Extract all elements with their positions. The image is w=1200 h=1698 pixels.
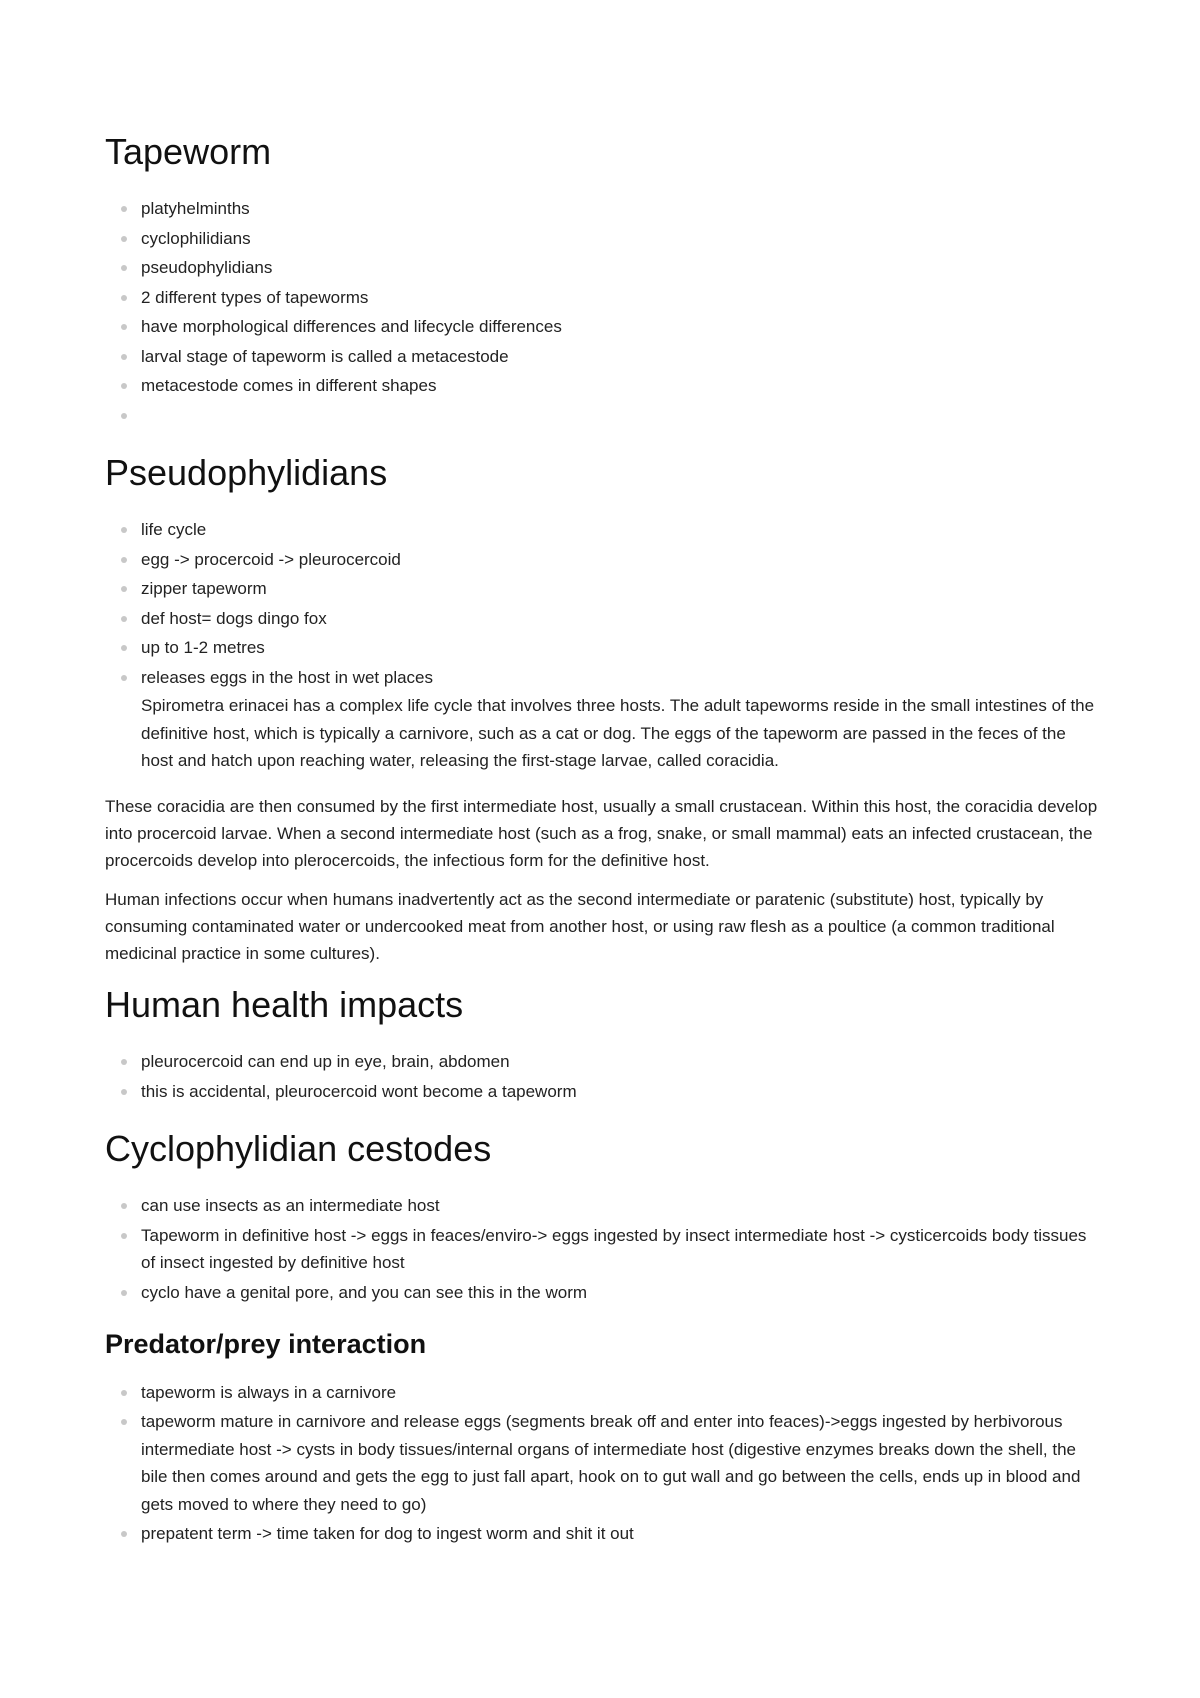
list-item: tapeworm is always in a carnivore [141,1379,1100,1407]
list-item-paragraph: Spirometra erinacei has a complex life cycle that involves three hosts. The adult tapeworms reside in the small intestines of the definitive host, which is typically a carnivore, such as a cat or dog. The eggs of the tapeworm are passed in the feces of the host and hatch upon reaching water, releasing the first-stage larvae, called coracidia. [141,696,1095,771]
section-cyclophylidian [105,1127,1100,1306]
cyclophylidian-list [105,1192,1100,1306]
heading-pseudophylidians: Pseudophylidians [105,452,388,494]
list-item: cyclo have a genital pore, and you can see this in the worm [141,1279,1100,1307]
pseudophylidians-list [105,516,1100,775]
paragraph: Human infections occur when humans inadvertently act as the second intermediate or paratenic (substitute) host, typically by consuming contaminated water or undercooked meat from another host, or using raw flesh as a poultice (a common traditional medicinal practice in some cultures). [105,889,1055,963]
list-item: metacestode comes in different shapes [141,372,1100,400]
list-item: pleurocercoid can end up in eye, brain, abdomen [141,1048,1100,1076]
list-item: def host= dogs dingo fox [141,605,1100,633]
list-item: larval stage of tapeworm is called a metacestode [141,343,1100,371]
paragraph: These coracidia are then consumed by the first intermediate host, usually a small crustacean. Within this host, the coracidia develop into procercoid larvae. When a second intermediate host (such as a frog, snake, or small mammal) eats an infected crustacean, the procercoids develop into plerocercoids, the infectious form for the definitive host. [105,796,1098,870]
list-item: life cycle [141,516,1100,544]
heading-tapeworm: Tapeworm [105,131,272,172]
list-item [141,664,1100,775]
list-item: can use insects as an intermediate host [141,1192,1100,1220]
list-item: 2 different types of tapeworms [141,284,1100,312]
human-health-list [105,1048,1100,1105]
list-item: this is accidental, pleurocercoid wont become a tapeworm [141,1078,1100,1106]
section-pseudophylidians [105,451,1100,967]
list-item: zipper tapeworm [141,575,1100,603]
list-item: have morphological differences and lifecycle differences [141,313,1100,341]
list-item: platyhelminths [141,195,1100,223]
section-tapeworm [105,130,1100,429]
list-item: up to 1-2 metres [141,634,1100,662]
list-item-text: releases eggs in the host in wet places [141,667,434,687]
heading-predator-prey: Predator/prey interaction [105,1329,427,1360]
predator-prey-list [105,1379,1100,1548]
heading-cyclophylidian: Cyclophylidian cestodes [105,1128,492,1170]
list-item: tapeworm mature in carnivore and release eggs (segments break off and enter into feaces)->eggs ingested by herbivorous intermediate host -> cysts in body tissues/internal organs of intermediate host (digestive enzymes breaks down the shell, the bile then comes around and gets the egg to just fall apart, hook on to gut wall and go between the cells, ends up in blood and gets moved to where they need to go) [141,1408,1100,1518]
list-item-empty [141,402,1100,430]
list-item: egg -> procercoid -> pleurocercoid [141,546,1100,574]
list-item: prepatent term -> time taken for dog to ingest worm and shit it out [141,1520,1100,1548]
list-item: Tapeworm in definitive host -> eggs in feaces/enviro-> eggs ingested by insect intermediate host -> cysticercoids body tissues of insect ingested by definitive host [141,1222,1100,1277]
list-item: pseudophylidians [141,254,1100,282]
section-human-health [105,983,1100,1105]
heading-human-health: Human health impacts [105,983,464,1025]
section-predator-prey [105,1328,1100,1547]
list-item: cyclophilidians [141,225,1100,253]
tapeworm-list [105,195,1100,429]
